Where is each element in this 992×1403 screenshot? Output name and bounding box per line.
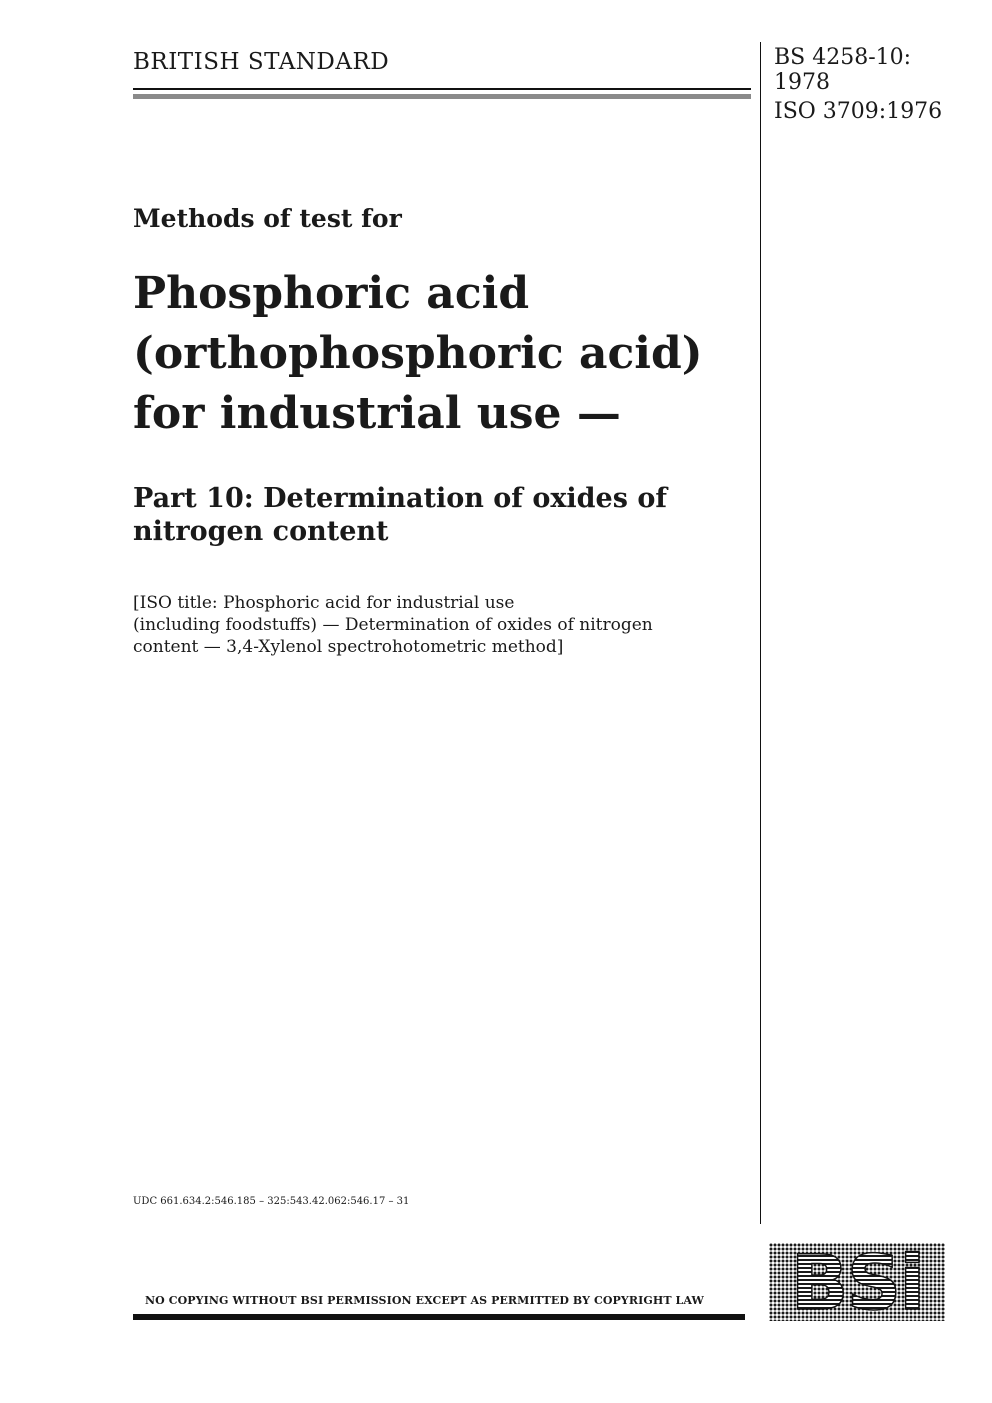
standard-number xyxy=(774,45,911,95)
copyright-notice: NO COPYING WITHOUT BSI PERMISSION EXCEPT AS PERMITTED BY COPYRIGHT LAW xyxy=(145,1294,704,1307)
main-title-line: for industrial use — xyxy=(133,388,621,439)
main-title-line: Phosphoric acid xyxy=(133,268,530,319)
bsi-logo xyxy=(769,1243,945,1321)
header-rule-gray xyxy=(133,94,751,99)
footer-rule xyxy=(133,1314,745,1320)
bsi-logo-text: BSi xyxy=(790,1243,924,1321)
part-title-line: nitrogen content xyxy=(133,516,389,547)
header-rule-thin xyxy=(133,88,751,90)
part-title-line: Part 10: Determination of oxides of xyxy=(133,483,667,514)
standard-type-label: BRITISH STANDARD xyxy=(133,49,390,75)
iso-title-line: content — 3,4-Xylenol spectrohotometric method] xyxy=(133,637,564,657)
part-title xyxy=(133,482,667,548)
iso-title-line: (including foodstuffs) — Determination of oxides of nitrogen xyxy=(133,615,653,635)
standard-number-line: BS 4258-10: xyxy=(774,45,912,70)
main-title-line: (orthophosphoric acid) xyxy=(133,328,703,379)
iso-title-line: [ISO title: Phosphoric acid for industrial use xyxy=(133,593,515,613)
standard-year-line: 1978 xyxy=(774,70,830,95)
vertical-divider xyxy=(760,42,761,1224)
iso-title-note xyxy=(133,592,653,658)
iso-number: ISO 3709:1976 xyxy=(774,99,943,124)
series-title: Methods of test for xyxy=(133,204,402,233)
udc-classification: UDC 661.634.2:546.185 – 325:543.42.062:546.17 – 31 xyxy=(133,1196,410,1207)
main-title xyxy=(133,264,703,444)
